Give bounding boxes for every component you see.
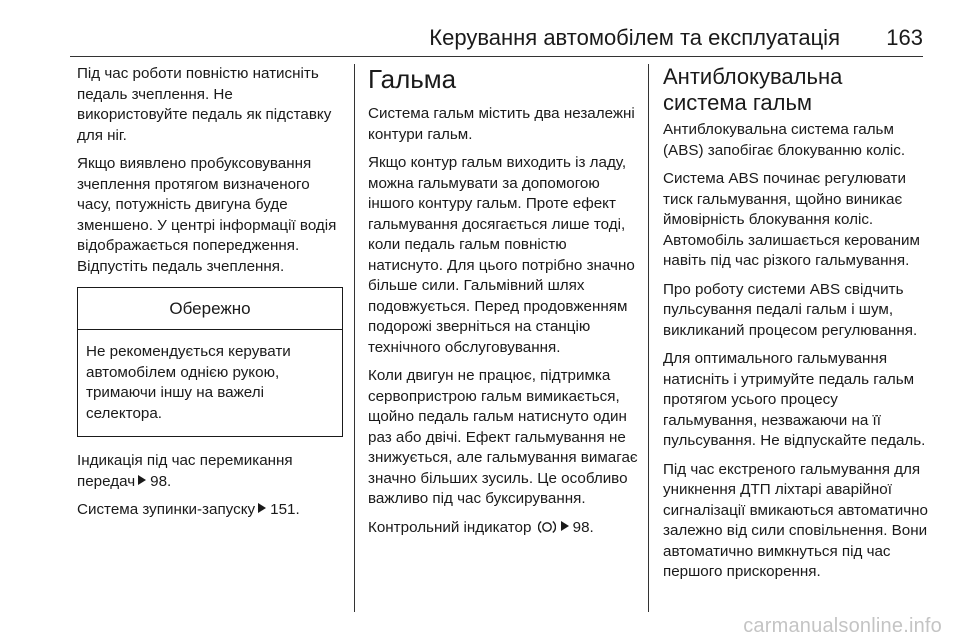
section-title: Керування автомобілем та експлуатація	[429, 25, 840, 50]
warning-title: Обережно	[78, 288, 342, 330]
page-ref-arrow-icon	[561, 521, 569, 531]
indicator-page-link[interactable]: 98.	[572, 518, 594, 536]
circuit-failure-paragraph: Якщо контур гальм виходить із ладу, можна гальмувати за допомогою іншого контуру гальм. Проте ефект гальмування досягається лише тоді, коли педаль гальм повністю натиснуто. Для цього потрібно значно більше сили. Гальмівний шлях подовжується. Перед продовженням подорожі зверніться на станцію технічного обслуговування.	[368, 154, 635, 356]
column-left	[77, 64, 343, 612]
gear-shift-page-link[interactable]: 98.	[150, 472, 172, 490]
indicator-reference	[368, 518, 638, 539]
stop-start-text: Система зупинки-запуску	[77, 501, 256, 518]
page-number: 163	[886, 25, 923, 50]
abs-regulation-paragraph: Система ABS починає регулювати тиск гальмування, щойно виникає ймовірність блокування коліс. Автомобіль залишається керованим навіть під час різкого гальмування.	[663, 170, 920, 269]
abs-heading: Антиблокувальна система гальм	[663, 64, 843, 115]
column-right	[663, 64, 928, 612]
emergency-braking-paragraph: Під час екстреного гальмування для уникнення ДТП ліхтарі аварійної сигналізації вмикаються автоматично залежно від сили сповільнення. Вони автоматично вимкнуться під час першого прискорення.	[663, 460, 928, 580]
column-middle	[368, 64, 638, 612]
abs-optimal-paragraph: Для оптимального гальмування натисніть і утримуйте педаль гальм протягом усього процесу гальмування, незважаючи на її пульсування. Не відпускайте педаль.	[663, 350, 926, 449]
warning-box	[77, 287, 343, 437]
servo-paragraph: Коли двигун не працює, підтримка сервопристрою гальм вимикається, щойно педаль гальм натиснуто один раз або двічі. Ефект гальмування не знижується, але гальмування вимагає значно більших зусиль. Це особливо важливо під час буксирування.	[368, 367, 638, 507]
brakes-heading: Гальма	[368, 64, 457, 94]
gear-shift-reference	[77, 451, 343, 492]
brake-circuits-paragraph: Система гальм містить два незалежні контури гальм.	[368, 105, 635, 143]
page-header	[0, 0, 960, 58]
clutch-slip-paragraph: Якщо виявлено пробуксовування зчеплення протягом визначеного часу, потужність двигуна буде зменшено. У центрі інформації водія відображається попередження. Відпустіть педаль зчеплення.	[77, 155, 337, 275]
gear-shift-text: Індикація під час перемикання передач	[77, 452, 293, 490]
abs-intro-paragraph: Антиблокувальна система гальм (ABS) запобігає блокуванню коліс.	[663, 121, 906, 159]
page-ref-arrow-icon	[258, 503, 266, 513]
warning-body: Не рекомендується керувати автомобілем однією рукою, тримаючи іншу на важелі селектора.	[86, 343, 291, 422]
column-divider-right	[648, 64, 649, 612]
abs-pulsation-paragraph: Про роботу системи ABS свідчить пульсування педалі гальм і шум, викликаний процесом регулювання.	[663, 280, 918, 339]
page-ref-arrow-icon	[138, 475, 146, 485]
indicator-text: Контрольний індикатор	[368, 518, 532, 536]
clutch-paragraph: Під час роботи повністю натисніть педаль зчеплення. Не використовуйте педаль як підставку для ніг.	[77, 65, 332, 144]
column-divider-left	[354, 64, 355, 612]
watermark: carmanualsonline.info	[743, 615, 942, 637]
stop-start-reference	[77, 500, 343, 521]
brake-warning-icon	[538, 520, 556, 534]
header-divider	[70, 56, 923, 57]
stop-start-page-link[interactable]: 151.	[270, 501, 300, 518]
